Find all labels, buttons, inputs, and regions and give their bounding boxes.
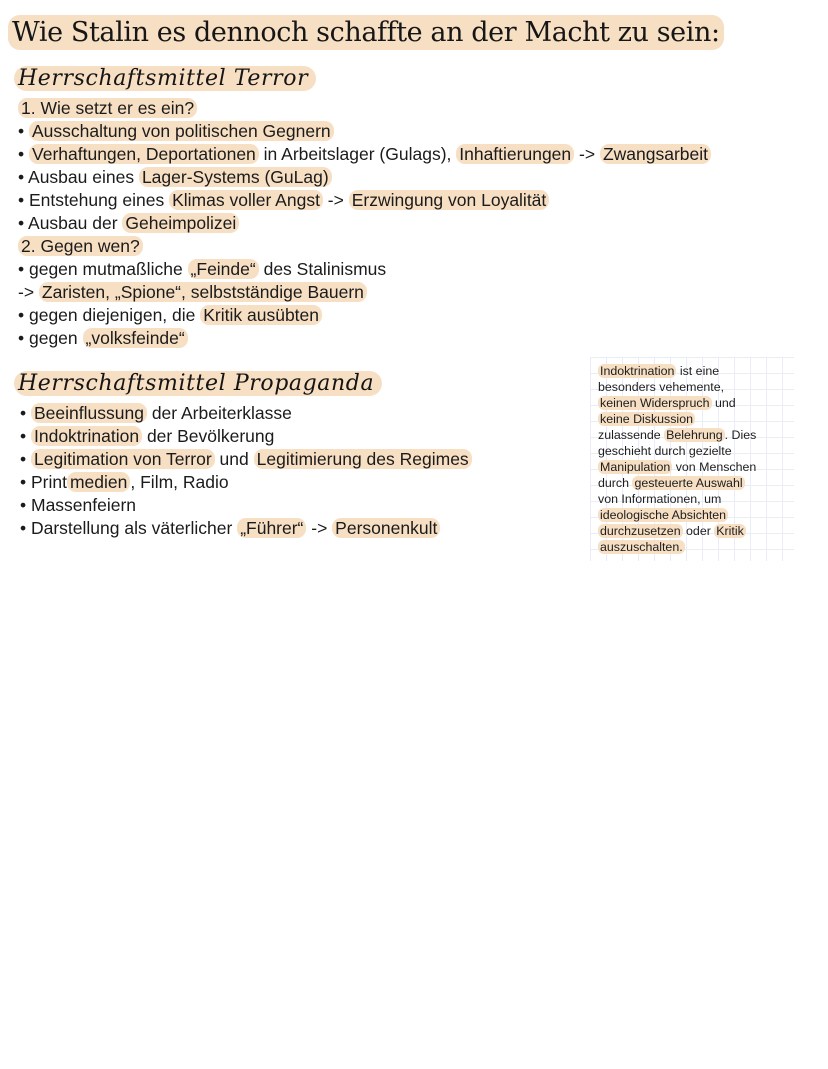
text: von Informationen, um <box>598 492 722 506</box>
note-line <box>598 523 786 539</box>
text: der Arbeiterklasse <box>146 403 292 423</box>
question-2-text: 2. Gegen wen? <box>18 236 143 256</box>
note-line <box>598 363 786 379</box>
note-line <box>598 427 786 443</box>
highlight: Indoktrination <box>600 364 675 378</box>
bullet: • <box>20 426 31 446</box>
highlight: Legitimation von Terror <box>31 449 215 469</box>
highlight: Klimas voller Angst <box>169 190 323 210</box>
note-line <box>598 395 786 411</box>
text: • gegen mutmaßliche <box>18 259 188 279</box>
note-line <box>598 411 786 427</box>
highlight: Zaristen, „Spione“, selbstständige Bauern <box>39 282 367 302</box>
highlight: „Feinde“ <box>188 259 259 279</box>
list-item <box>20 471 472 494</box>
highlight: Geheimpolizei <box>122 213 239 233</box>
text: und <box>214 449 254 469</box>
highlight: Verhaftungen, Deportationen <box>29 144 259 164</box>
list-item <box>18 189 711 212</box>
highlight: „volksfeinde“ <box>83 328 188 348</box>
highlight: Indoktrination <box>31 426 142 446</box>
bullet: • <box>20 403 31 423</box>
question-1-text: 1. Wie setzt er es ein? <box>18 98 197 118</box>
definition-note <box>590 357 794 561</box>
text: • Ausbau der <box>18 213 123 233</box>
text: -> <box>574 144 600 164</box>
text: • gegen <box>18 328 83 348</box>
text: -> <box>306 518 333 538</box>
highlight: Personenkult <box>332 518 440 538</box>
highlight: Lager-Systems (GuLag) <box>139 167 332 187</box>
list-item <box>20 494 472 517</box>
text: und <box>711 396 736 410</box>
highlight: „Führer“ <box>237 518 306 538</box>
text: • Print <box>20 472 67 492</box>
text: • Entstehung eines <box>18 190 170 210</box>
highlight: Beeinflussung <box>31 403 147 423</box>
highlight: Erzwingung von Loyalität <box>349 190 550 210</box>
highlight: Zwangsarbeit <box>600 144 711 164</box>
note-line <box>598 459 786 475</box>
text: in Arbeitslager (Gulags), <box>258 144 457 164</box>
bullet: • <box>18 121 29 141</box>
list-item <box>20 425 472 448</box>
text: , Film, Radio <box>130 472 229 492</box>
bullet: • <box>18 144 29 164</box>
highlight: Belehrung <box>666 428 723 442</box>
note-line <box>598 379 786 395</box>
list-item <box>18 120 711 143</box>
list-item <box>18 304 711 327</box>
highlight: Legitimierung des Regimes <box>254 449 472 469</box>
question-2 <box>18 235 711 258</box>
terror-heading <box>14 66 316 92</box>
bullet: • <box>20 449 31 469</box>
text: besonders vehemente, <box>598 380 725 394</box>
note-line <box>598 507 786 523</box>
highlight: ideologische Absichten <box>600 508 727 522</box>
highlight: keine Diskussion <box>600 412 693 426</box>
text: ist eine <box>676 364 720 378</box>
highlight: Inhaftierungen <box>456 144 574 164</box>
highlight: Kritik ausübten <box>200 305 322 325</box>
list-item <box>18 166 711 189</box>
propaganda-heading-text: Herrschaftsmittel Propaganda <box>14 371 382 396</box>
text: • Darstellung als väterlicher <box>20 518 238 538</box>
note-line <box>598 539 786 555</box>
highlight: medien <box>67 472 130 492</box>
highlight: durchzusetzen <box>600 524 681 538</box>
text: -> <box>18 282 39 302</box>
text: der Bevölkerung <box>142 426 275 446</box>
page-title-text: Wie Stalin es dennoch schaffte an der Macht zu sein: <box>8 15 724 50</box>
highlight: auszuschalten. <box>600 540 683 554</box>
list-item <box>20 517 472 540</box>
propaganda-section <box>20 402 472 540</box>
list-item <box>18 258 711 281</box>
highlight: gesteuerte Auswahl <box>634 476 743 490</box>
highlight: Kritik <box>716 524 744 538</box>
text: zulassende <box>598 428 665 442</box>
text: durch <box>598 476 633 490</box>
note-line <box>598 443 786 459</box>
text: oder <box>682 524 715 538</box>
text: . Dies <box>724 428 757 442</box>
question-1 <box>18 97 711 120</box>
note-line <box>598 475 786 491</box>
list-item <box>18 327 711 350</box>
highlight: Ausschaltung von politischen Gegnern <box>29 121 334 141</box>
list-item <box>18 143 711 166</box>
terror-section <box>18 97 711 350</box>
list-item <box>20 402 472 425</box>
list-item <box>18 281 711 304</box>
page-title <box>8 14 724 52</box>
highlight: Manipulation <box>600 460 671 474</box>
list-item <box>20 448 472 471</box>
text: -> <box>322 190 349 210</box>
highlight: keinen Widerspruch <box>600 396 710 410</box>
note-line <box>598 491 786 507</box>
list-item <box>18 212 711 235</box>
text: • Massenfeiern <box>20 495 137 515</box>
propaganda-heading <box>14 371 382 397</box>
text: geschieht durch gezielte <box>598 444 732 458</box>
text: • gegen diejenigen, die <box>18 305 201 325</box>
text: • Ausbau eines <box>18 167 139 187</box>
text: des Stalinismus <box>258 259 387 279</box>
terror-heading-text: Herrschaftsmittel Terror <box>14 66 316 91</box>
text: von Menschen <box>672 460 757 474</box>
